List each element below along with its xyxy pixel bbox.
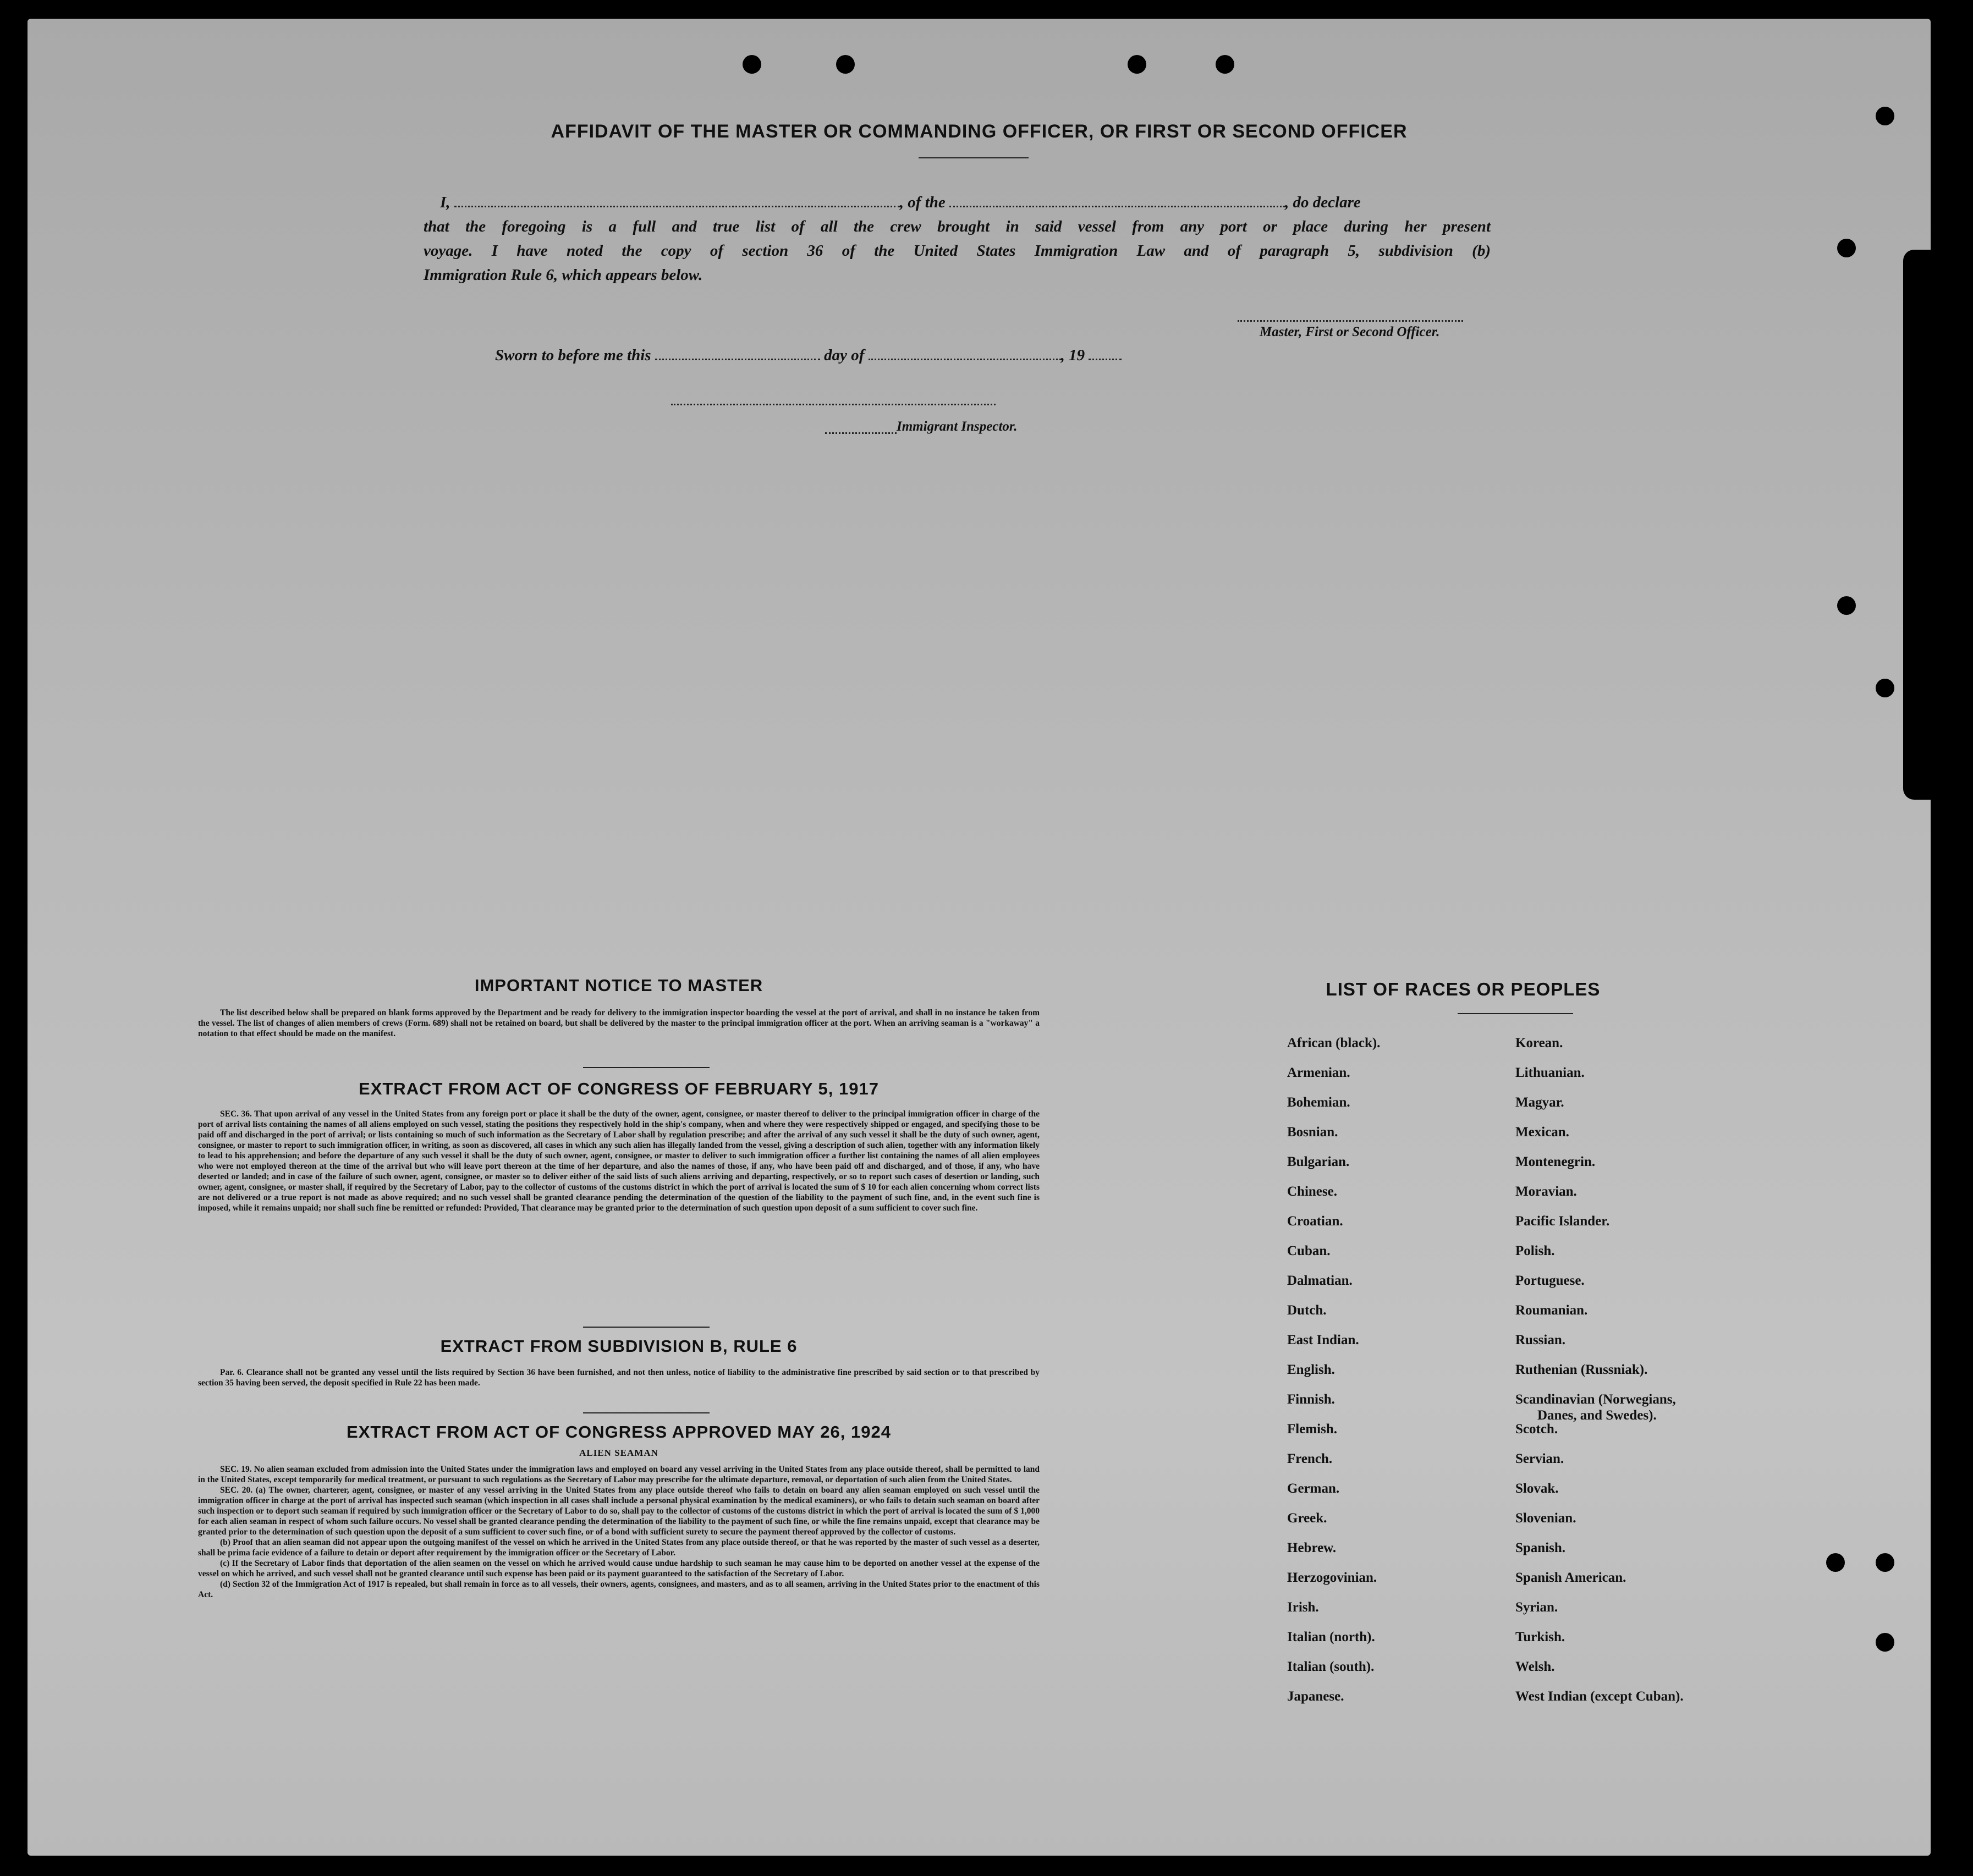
- rule6-title: EXTRACT FROM SUBDIVISION B, RULE 6: [440, 1336, 798, 1356]
- declaration-line-1: [440, 194, 1361, 212]
- punch-hole: [1826, 1553, 1845, 1572]
- inspector-dots: [825, 432, 897, 434]
- declaration-line-4: Immigration Rule 6, which appears below.: [424, 266, 703, 284]
- sec20b-paragraph: (b) Proof that an alien seaman did not appear upon the outgoing manifest of the vessel on which he arrived in the United States from any place outside thereof, or that he was reported by the master of such vessel as a deserter, shall be prima facie evidence of a failure to detain or deport after requirement by the immigration officer or the Secretary of Labor.: [198, 1538, 1040, 1558]
- race-item: Irish.: [1287, 1600, 1319, 1615]
- extract-1917-title: EXTRACT FROM ACT OF CONGRESS OF FEBRUARY 5, 1917: [359, 1079, 879, 1098]
- sworn-line: [495, 346, 1122, 365]
- race-item: Finnish.: [1287, 1392, 1335, 1407]
- race-item: West Indian (except Cuban).: [1515, 1689, 1684, 1704]
- race-item: Flemish.: [1287, 1422, 1337, 1437]
- race-item: Herzogovinian.: [1287, 1570, 1377, 1585]
- race-item: Roumanian.: [1515, 1303, 1588, 1318]
- sworn-day-field[interactable]: [655, 359, 820, 360]
- inspector-signature-field[interactable]: [671, 404, 996, 405]
- race-item: Italian (north).: [1287, 1630, 1375, 1644]
- sworn-year-prefix: , 19: [1060, 346, 1085, 364]
- sec20c-paragraph: (c) If the Secretary of Labor finds that deportation of the alien seamen on the vessel on which he arrived would cause undue hardship to such seaman he may cause him to be deported on another vessel at the expense of the vessel on which he arrived, and such vessel shall not be granted clearance until such expense has been paid or its payment guaranteed to the satisfaction of the Secretary of Labor.: [198, 1559, 1040, 1578]
- declaration-line-3: voyage. I have noted the copy of section 36 of the United States Immigration Law and of paragraph 5, subdivision (b): [424, 242, 1491, 260]
- extract-1924-subtitle: ALIEN SEAMAN: [579, 1448, 658, 1458]
- race-item: Magyar.: [1515, 1095, 1564, 1110]
- sworn-year-field[interactable]: [1089, 359, 1122, 360]
- race-continuation: Danes, and Swedes).: [1537, 1408, 1657, 1423]
- race-item: Russian.: [1515, 1333, 1566, 1347]
- race-item: Armenian.: [1287, 1065, 1350, 1080]
- sworn-text: Sworn to before me this: [495, 346, 651, 364]
- notice-title: IMPORTANT NOTICE TO MASTER: [474, 976, 763, 995]
- punch-hole: [1128, 55, 1146, 74]
- section-divider: [583, 1067, 710, 1068]
- race-item: Polish.: [1515, 1244, 1555, 1258]
- race-item: Montenegrin.: [1515, 1154, 1596, 1169]
- races-left-column: [1287, 1028, 1380, 1712]
- race-item: Servian.: [1515, 1451, 1564, 1466]
- race-item: Bosnian.: [1287, 1125, 1338, 1140]
- race-item: Welsh.: [1515, 1659, 1555, 1674]
- notice-paragraph: The list described below shall be prepared on blank forms approved by the Department and be ready for delivery to the immigration inspector boarding the vessel at the port of arrival, and shall in no instance be taken from the vessel. The list of changes of alien members of crews (Form. 689) shall not be retained on board, but shall be delivered by the master to the principal immigration officer at the port. When an arriving seaman is a "workaway" a notation to that effect should be made on the manifest.: [198, 1008, 1040, 1038]
- race-item: Portuguese.: [1515, 1273, 1585, 1288]
- race-item: African (black).: [1287, 1036, 1381, 1050]
- punch-hole: [1876, 1553, 1894, 1572]
- race-item: Spanish American.: [1515, 1570, 1626, 1585]
- section-divider: [583, 1327, 710, 1328]
- punch-hole: [836, 55, 855, 74]
- torn-edge: [1903, 250, 1931, 800]
- inspector-label: Immigrant Inspector.: [897, 419, 1018, 434]
- title-divider: [919, 157, 1029, 158]
- vessel-field[interactable]: [949, 206, 1285, 207]
- race-item: Slovak.: [1515, 1481, 1559, 1496]
- name-field[interactable]: [454, 206, 900, 207]
- notice-text: [198, 1008, 1040, 1039]
- master-signature-field[interactable]: [1238, 320, 1463, 322]
- sec20d-paragraph: (d) Section 32 of the Immigration Act of 1917 is repealed, but shall remain in force as to all vessels, their owners, agents, consignees, and masters, and as to all seamen, arriving in the United States prior to the enactment of this Act.: [198, 1580, 1040, 1599]
- punch-hole: [1876, 679, 1894, 697]
- punch-hole: [1216, 55, 1234, 74]
- races-divider: [1458, 1013, 1573, 1014]
- race-item: Dutch.: [1287, 1303, 1327, 1318]
- race-item: Moravian.: [1515, 1184, 1577, 1199]
- race-item: Turkish.: [1515, 1630, 1565, 1644]
- race-item: Croatian.: [1287, 1214, 1343, 1229]
- sec19-paragraph: SEC. 19. No alien seaman excluded from admission into the United States under the immigration laws and employed on board any vessel arriving in the United States from any place outside thereof, shall be permitted to land in the United States, except temporarily for medical treatment, or pursuant to such regulations as the Secretary of Labor may prescribe for the ultimate departure, removal, or deportation of such alien from the United States.: [198, 1465, 1040, 1484]
- declaration-do-declare: , do declare: [1285, 194, 1361, 211]
- race-item: German.: [1287, 1481, 1340, 1496]
- race-item: Spanish.: [1515, 1541, 1566, 1555]
- race-item: Syrian.: [1515, 1600, 1558, 1615]
- race-item: Bohemian.: [1287, 1095, 1350, 1110]
- punch-hole: [743, 55, 761, 74]
- affidavit-title: AFFIDAVIT OF THE MASTER OR COMMANDING OFFICER, OR FIRST OR SECOND OFFICER: [551, 121, 1408, 142]
- declaration-i: I,: [440, 194, 450, 211]
- race-item: Scotch.: [1515, 1422, 1558, 1437]
- race-item: East Indian.: [1287, 1333, 1359, 1347]
- master-signature-label: Master, First or Second Officer.: [1260, 324, 1440, 339]
- punch-hole: [1876, 1633, 1894, 1652]
- race-item: Chinese.: [1287, 1184, 1337, 1199]
- rule6-text: [198, 1367, 1040, 1388]
- extract-1924-text: [198, 1464, 1040, 1600]
- race-item: Korean.: [1515, 1036, 1563, 1050]
- sec20a-paragraph: SEC. 20. (a) The owner, charterer, agent, consignee, or master of any vessel arriving in the United States from any place outside thereof who fails to detain on board any alien seaman employed on such vessel until the immigration officer in charge at the port of arrival has inspected such seaman (which inspection in all cases shall include a personal physical examination by the medical examiners), or who fails to detain such seaman on board after such inspection or to deport such seaman if required by such immigration officer or the Secretary of Labor to do so, shall pay to the collector of customs of the customs district in which the port of arrival is located the sum of $ 1,000 for each alien seaman in respect of whom such failure occurs. No vessel shall be granted clearance pending the determination of the liability to the payment of such fine, or while the fine remains unpaid, except that clearance may be granted prior to the determination of such question upon the deposit of a sum sufficient to cover such fine, or of a bond with sufficient surety to secure the payment thereof approved by the collector of customs.: [198, 1486, 1040, 1537]
- race-item: Hebrew.: [1287, 1541, 1337, 1555]
- punch-hole: [1837, 596, 1856, 615]
- section-divider: [583, 1412, 710, 1413]
- race-item: Mexican.: [1515, 1125, 1569, 1140]
- race-item: French.: [1287, 1451, 1333, 1466]
- sworn-day-of: day of: [824, 346, 865, 364]
- race-item: Ruthenian (Russniak).: [1515, 1362, 1648, 1377]
- extract-1924-title: EXTRACT FROM ACT OF CONGRESS APPROVED MAY 26, 1924: [347, 1422, 891, 1442]
- document-sheet: [28, 19, 1931, 1856]
- race-item: English.: [1287, 1362, 1335, 1377]
- race-item: Dalmatian.: [1287, 1273, 1353, 1288]
- race-item: Japanese.: [1287, 1689, 1344, 1704]
- race-item: Greek.: [1287, 1511, 1327, 1526]
- sworn-month-field[interactable]: [869, 359, 1061, 360]
- race-item: Lithuanian.: [1515, 1065, 1585, 1080]
- race-item: Slovenian.: [1515, 1511, 1576, 1526]
- races-right-column: [1515, 1028, 1684, 1712]
- declaration-of-the: , of the: [899, 194, 946, 211]
- declaration-line-2: that the foregoing is a full and true list of all the crew brought in said vessel from any port or place during her present: [424, 218, 1491, 235]
- race-item: Scandinavian (Norwegians,: [1515, 1392, 1676, 1407]
- extract-1917-text: [198, 1109, 1040, 1213]
- sec36-paragraph: SEC. 36. That upon arrival of any vessel in the United States from any foreign port or place it shall be the duty of the owner, agent, consignee, or master thereof to deliver to the principal immigration officer in charge of the port of arrival lists containing the names of all aliens employed on such vessel, stating the positions they respectively hold in the ship's company, when and where they were respectively shipped or engaged, and specifying those to be paid off and discharged in the port of arrival; or lists containing so much of such information as the Secretary of Labor shall by regulation prescribe; and after the arrival of any such vessel it shall be the duty of such owner, agent, consignee, or master to report to such immigration officer, in writing, as soon as discovered, all cases in which any such alien has illegally landed from the vessel, giving a description of such alien, together with any information likely to lead to his apprehension; and before the departure of any such vessel it shall be the duty of such owner, agent, consignee, or master to deliver to such immigration officer a further list containing the names of all alien employees who were not employed thereon at the time of the arrival but who will leave port thereon at the time of her departure, and also the names of those, if any, who have been paid off and discharged, and of those, if any, who have deserted or landed; and in case of the failure of such owner, agent, consignee, or master so to deliver either of the said lists of such aliens arriving and departing, respectively, or so to report such cases of desertion or landing, such owner, agent, consignee, or master shall, if required by the Secretary of Labor, pay to the collector of customs of the customs district in which the port of arrival is located the sum of $ 10 for each alien concerning whom correct lists are not delivered or a true report is not made as above required; and no such vessel shall be granted clearance pending the determination of the question of the liability to the payment of such fine, and, in the event such fine is imposed, while it remains unpaid; nor shall such fine be remitted or refunded: Provided, That clearance may be granted prior to the determination of such question upon deposit of a sum sufficient to cover such fine.: [198, 1109, 1040, 1213]
- race-item: Pacific Islander.: [1515, 1214, 1610, 1229]
- punch-hole: [1837, 239, 1856, 257]
- rule6-paragraph: Par. 6. Clearance shall not be granted any vessel until the lists required by Section 36 have been furnished, and not then unless, notice of liability to the administrative fine prescribed by said section or to that prescribed by section 35 having been served, the deposit specified in Rule 22 has been made.: [198, 1368, 1040, 1388]
- races-title: LIST OF RACES OR PEOPLES: [1326, 979, 1601, 999]
- race-item: Italian (south).: [1287, 1659, 1375, 1674]
- race-item: Cuban.: [1287, 1244, 1331, 1258]
- race-item: Bulgarian.: [1287, 1154, 1350, 1169]
